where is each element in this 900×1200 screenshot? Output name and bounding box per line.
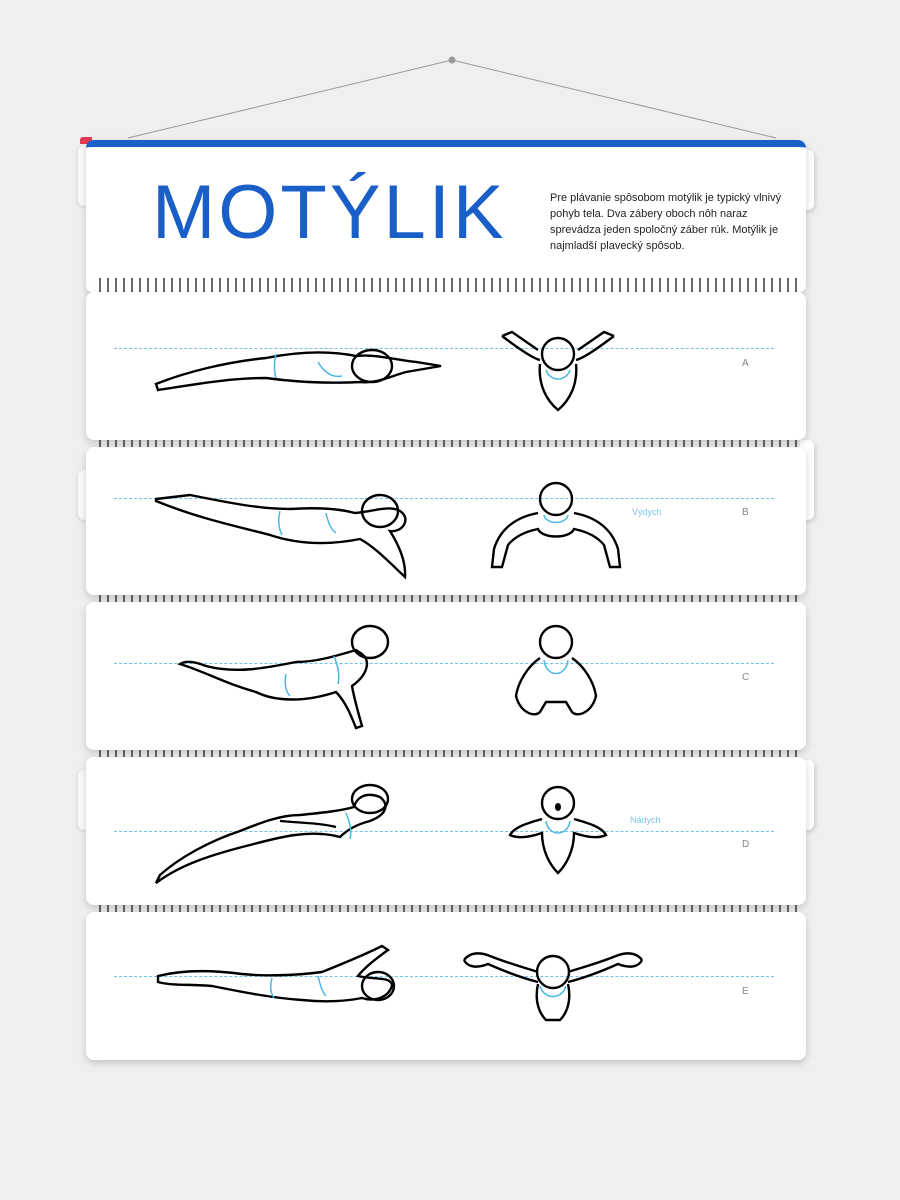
- header-card: [86, 140, 806, 293]
- swimmer-side-view-icon: [176, 622, 406, 732]
- step-letter: E: [742, 986, 749, 997]
- swimmer-front-view-icon: [498, 330, 618, 414]
- swimmer-side-view-icon: [152, 940, 402, 1010]
- step-card-c: [86, 602, 806, 750]
- breath-label: Nádych: [630, 815, 661, 825]
- swimmer-side-view-icon: [150, 779, 400, 889]
- step-letter: C: [742, 672, 750, 683]
- swimmer-side-view-icon: [146, 332, 446, 402]
- step-letter: A: [742, 358, 749, 369]
- description-text: Pre plávanie spôsobom motýlik je typický vlnivý pohyb tela. Dva zábery oboch nôh naraz sprevádza jeden spoločný záber rúk. Motýlik je najmladší plavecký spôsob.: [550, 192, 782, 252]
- page-title: MOTÝLIK: [152, 170, 507, 255]
- swimmer-front-view-icon: [506, 781, 610, 877]
- hanging-cord: [0, 0, 900, 160]
- step-card-e: [86, 912, 806, 1060]
- step-letter: D: [742, 839, 750, 850]
- swimmer-side-view-icon: [150, 487, 420, 582]
- step-card-d: [86, 757, 806, 905]
- swimmer-front-view-icon: [510, 622, 602, 726]
- breath-label: Výdych: [632, 507, 662, 517]
- step-card-b: [86, 447, 806, 595]
- step-card-a: [86, 292, 806, 440]
- swimmer-front-view-icon: [486, 479, 626, 571]
- hook-icon: [449, 57, 456, 64]
- step-letter: B: [742, 507, 749, 518]
- swimmer-front-view-icon: [460, 946, 646, 1026]
